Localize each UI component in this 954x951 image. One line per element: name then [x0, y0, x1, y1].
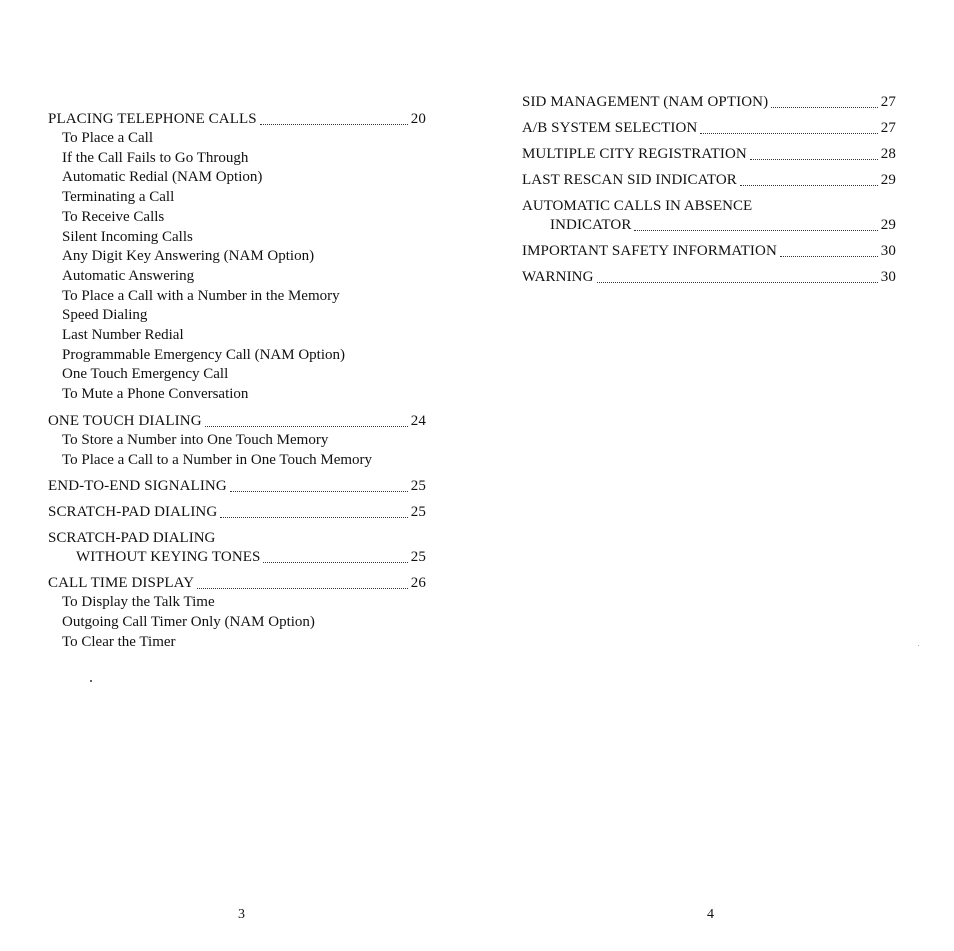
dot-leader — [230, 490, 408, 492]
toc-heading-title: INDICATOR — [550, 217, 632, 233]
toc-heading — [522, 145, 896, 164]
toc-entry — [522, 171, 896, 190]
toc-heading — [48, 574, 426, 593]
toc-subitems — [48, 593, 426, 652]
toc-page-number: 26 — [410, 575, 426, 592]
toc-subitem: To Clear the Timer — [62, 633, 176, 650]
toc-subitem: To Place a Call to a Number in One Touch Memory — [62, 451, 373, 468]
toc-heading-title: ONE TOUCH DIALING — [48, 412, 202, 429]
toc-subitem: Terminating a Call — [62, 189, 175, 206]
toc-heading — [48, 503, 426, 522]
toc-heading-line1: SCRATCH-PAD DIALING — [48, 530, 216, 547]
toc-heading-title: WITHOUT KEYING TONES — [76, 549, 261, 566]
toc-heading-title: IMPORTANT SAFETY INFORMATION — [522, 243, 777, 259]
toc-subitem: Any Digit Key Answering (NAM Option) — [62, 248, 315, 265]
dot-leader — [740, 184, 878, 186]
toc-heading-title: CALL TIME DISPLAY — [48, 575, 195, 592]
toc-entry — [522, 93, 896, 112]
toc-heading-title: A/B SYSTEM SELECTION — [522, 120, 698, 136]
toc-heading-line1: AUTOMATIC CALLS IN ABSENCE — [522, 198, 753, 214]
toc-subitems — [48, 129, 426, 405]
toc-heading — [48, 412, 426, 431]
toc-subitem: Speed Dialing — [62, 307, 148, 324]
dot-leader — [597, 281, 878, 283]
toc-subitem: Automatic Answering — [62, 267, 195, 284]
toc-page-number: 25 — [410, 549, 426, 566]
scan-speck — [90, 680, 92, 682]
toc-entry — [48, 503, 426, 522]
toc-heading — [522, 119, 896, 138]
left-toc-column — [48, 110, 426, 659]
toc-heading — [48, 110, 426, 129]
toc-page-number: 28 — [880, 146, 896, 162]
dot-leader — [263, 561, 407, 563]
right-page-number: 4 — [707, 907, 714, 922]
toc-subitem: Outgoing Call Timer Only (NAM Option) — [62, 613, 315, 630]
toc-heading-title: SCRATCH-PAD DIALING — [48, 504, 218, 521]
toc-subitems — [48, 431, 426, 470]
right-toc-column — [522, 93, 896, 294]
toc-entry — [522, 119, 896, 138]
dot-leader — [197, 587, 408, 589]
toc-heading-title: SID MANAGEMENT (NAM OPTION) — [522, 94, 769, 110]
toc-subitem: Last Number Redial — [62, 327, 184, 344]
toc-page-number: 30 — [880, 243, 896, 259]
toc-heading-title: MULTIPLE CITY REGISTRATION — [522, 146, 747, 162]
dot-leader — [750, 158, 878, 160]
dot-leader — [771, 106, 878, 108]
dot-leader — [634, 229, 877, 231]
toc-entry — [48, 110, 426, 405]
toc-heading-title: END-TO-END SIGNALING — [48, 478, 227, 495]
toc-subitem: To Display the Talk Time — [62, 594, 215, 611]
toc-entry — [522, 145, 896, 164]
toc-heading — [522, 242, 896, 261]
dot-leader — [205, 425, 408, 427]
toc-page-number: 25 — [410, 504, 426, 521]
toc-page-number: 25 — [410, 478, 426, 495]
toc-subitem: To Place a Call — [62, 130, 154, 146]
dot-leader — [700, 132, 877, 134]
dot-leader — [780, 255, 878, 257]
toc-entry — [522, 268, 896, 287]
toc-page-number: 30 — [880, 269, 896, 285]
toc-page-number: 27 — [880, 120, 896, 136]
toc-subitem: To Mute a Phone Conversation — [62, 386, 249, 403]
toc-heading — [522, 216, 896, 235]
dot-leader — [260, 123, 408, 125]
toc-page-number: 24 — [410, 412, 426, 429]
toc-page-number: 27 — [880, 94, 896, 110]
dot-leader — [220, 516, 408, 518]
toc-heading-title: LAST RESCAN SID INDICATOR — [522, 172, 737, 188]
toc-subitem: One Touch Emergency Call — [62, 366, 229, 383]
toc-subitem: Silent Incoming Calls — [62, 228, 193, 245]
toc-page-number: 29 — [880, 217, 896, 233]
toc-subitem: To Receive Calls — [62, 208, 165, 225]
toc-heading — [522, 268, 896, 287]
toc-subitem: To Place a Call with a Number in the Memory — [62, 287, 340, 304]
toc-entry — [48, 477, 426, 496]
toc-subitem: Automatic Redial (NAM Option) — [62, 169, 263, 186]
scan-speck — [918, 645, 919, 646]
toc-heading — [522, 93, 896, 112]
toc-entry — [522, 197, 896, 235]
toc-heading — [522, 171, 896, 190]
toc-subitem: If the Call Fails to Go Through — [62, 149, 249, 166]
toc-heading-title: WARNING — [522, 269, 594, 285]
toc-entry — [48, 412, 426, 470]
toc-entry — [522, 242, 896, 261]
toc-page-number: 20 — [410, 111, 426, 127]
toc-heading-title: PLACING TELEPHONE CALLS — [48, 111, 257, 127]
toc-heading — [48, 477, 426, 496]
toc-page-number: 29 — [880, 172, 896, 188]
toc-entry — [48, 529, 426, 567]
toc-entry — [48, 574, 426, 652]
left-page-number: 3 — [238, 907, 245, 922]
toc-subitem: To Store a Number into One Touch Memory — [62, 431, 329, 448]
toc-subitem: Programmable Emergency Call (NAM Option) — [62, 346, 345, 363]
toc-heading — [48, 548, 426, 567]
